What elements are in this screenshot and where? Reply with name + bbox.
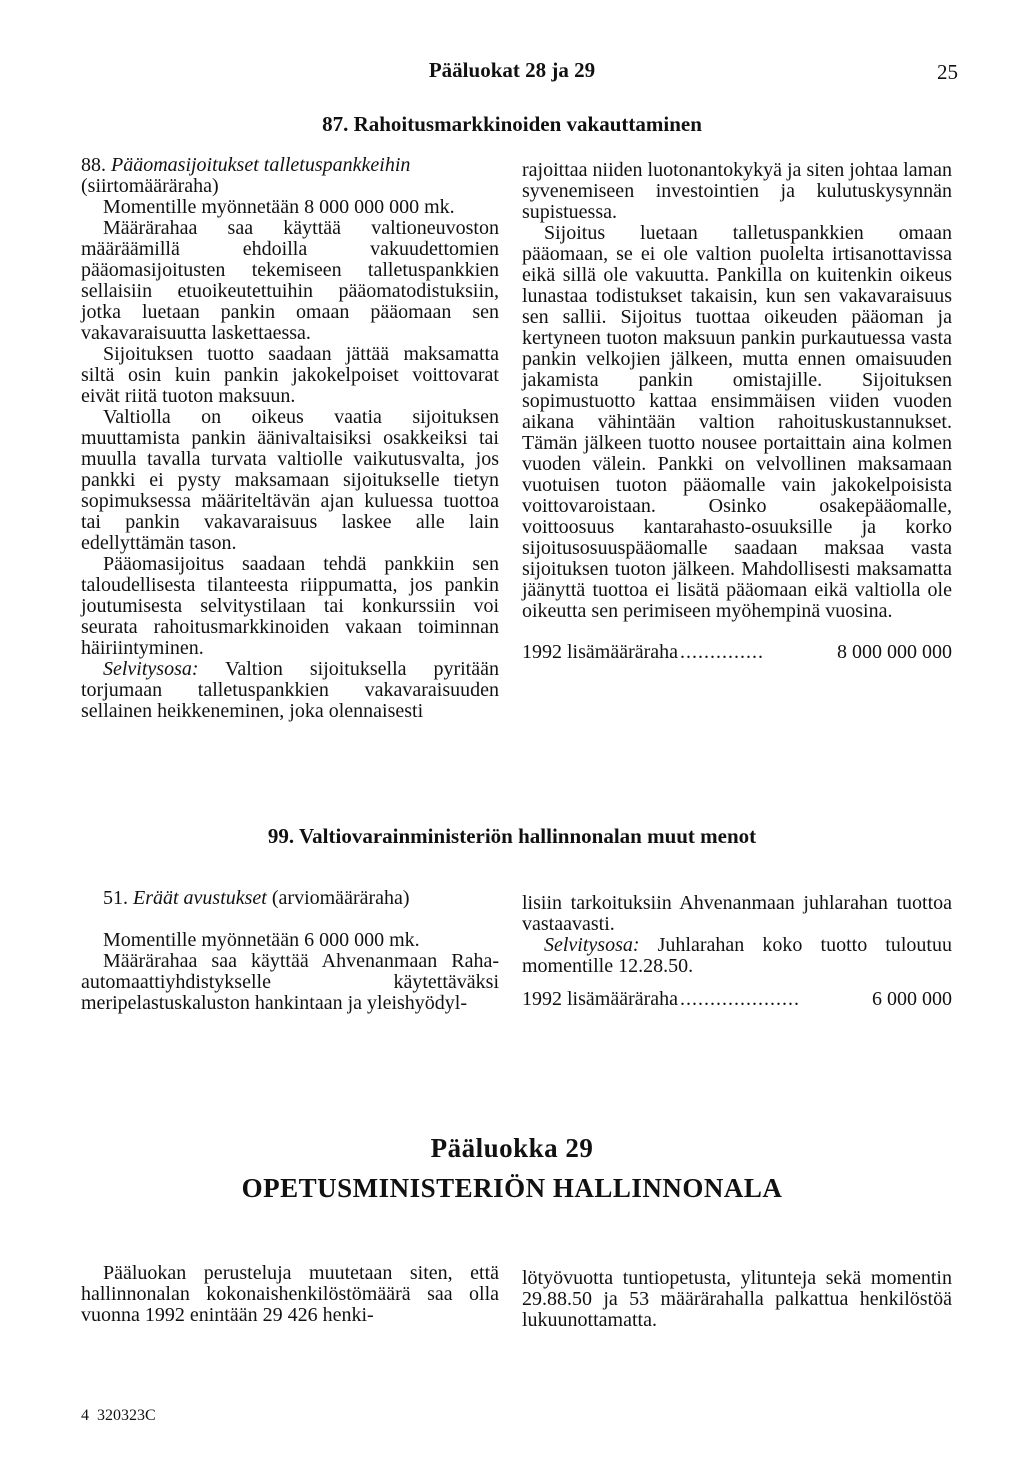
item-88-paragraph-5: Pääomasijoitus saadaan tehdä pankkiin sen taloudellisesta tilanteesta riippumatta, jos pankin joutumisesta selvitystilaan tai konkurssiin voi seurata rahoitusmarkkinoiden vakaan toiminnan häiriintyminen.	[81, 553, 499, 659]
item-88-paragraph-1: Momentille myönnetään 8 000 000 000 mk.	[103, 196, 455, 218]
section-87-title: 87. Rahoitusmarkkinoiden vakauttaminen	[322, 112, 702, 136]
item-88-paragraph-6-text: Valtion sijoituksella pyritään torjumaan talletuspankkien vakavaraisuuden sellainen heikkeneminen, joka olennaisesti	[81, 658, 499, 722]
item-51-amount-label: 1992 lisämääräraha	[522, 988, 679, 1010]
item-88-heading	[81, 155, 499, 197]
item-88-paragraph-7: Sijoitus luetaan talletuspankkien omaan pääomaan, se ei ole valtion puolelta irtisanottavissa eikä sillä ole vakuutta. Pankilla on kuitenkin oikeus lunastaa todistukset takaisin, kun sen vakavaraisuus sen sallii. Sijoitus tuottaa oikeuden pääoman ja kertyneen tuoton maksuun pankin purkautuessa vasta pankin velkojien jälkeen, mutta ennen omaisuuden jakamista pankin omistajille. Sijoituksen sopimustuotto kattaa ensimmäisen viiden vuoden aikana vähintään valtion rahoituskustannukset. Tämän jälkeen tuotto nousee portaittain aina kolmen vuoden välein. Pankki on velvollinen maksamaan vuotuisen tuoton pääomalle vain jakokelpoisista voittovaroistaan. Osinko osakepääomalle, voittoosuus kantarahasto-osuuksille ja korko sijoitusosuuspääomalle saadaan maksaa vasta sijoituksen tuoton jälkeen. Mahdollisesti maksamatta jäänyttä tuottoa ei lisätä pääomaan eikä valtiolla ole oikeutta sen perimiseen myöhempinä vuosina.	[522, 222, 952, 622]
item-51-paragraph-2-cont: lisiin tarkoituksiin Ahvenanmaan juhlarahan tuottoa vastaavasti.	[522, 892, 952, 935]
main-class-number: Pääluokka 29	[430, 1133, 594, 1163]
item-51-paragraph-1: Momentille myönnetään 6 000 000 mk.	[103, 929, 420, 951]
item-51-title: Eräät avustukset	[133, 887, 267, 909]
main-class-right-paragraph: lötyövuotta tuntiopetusta, ylitunteja sekä momentin 29.88.50 ja 53 määrärahalla palkattua henkilöstöä lukuunottamatta.	[522, 1267, 952, 1331]
item-88-paragraph-3: Sijoituksen tuotto saadaan jättää maksamatta siltä osin kuin pankin jakokelpoiset voittovarat eivät riitä tuoton maksuun.	[81, 343, 499, 407]
selvitysosa-label: Selvitysosa:	[103, 658, 199, 680]
item-51-heading	[81, 888, 499, 909]
item-88-paragraph-6	[81, 659, 499, 722]
item-51-amount-line	[522, 989, 952, 1010]
page-header-title: Pääluokat 28 ja 29	[428, 58, 596, 82]
item-51-paragraph-3-text: Juhlarahan koko tuotto tuloutuu momentille 12.28.50.	[522, 934, 952, 977]
item-88-title: Pääomasijoitukset talletuspankkeihin	[111, 154, 411, 176]
item-88-number: 88.	[81, 154, 106, 176]
item-51-paragraph-3	[522, 935, 952, 977]
selvitysosa-label: Selvitysosa:	[544, 934, 640, 956]
section-87-right-column	[522, 160, 952, 663]
section-99-title: 99. Valtiovarainministeriön hallinnonalan muut menot	[267, 824, 757, 848]
item-88-paragraph-4: Valtiolla on oikeus vaatia sijoituksen muuttamista pankin äänivaltaisiksi osakkeiksi tai muulla tavalla turvata valtiolle vaikutusvalta, jos pankki ei pysty maksamaan sijoitukselle tietyn sopimuksessa määriteltävän ajan kuluessa tuottoa tai pankin vakavaraisuus laskee alle lain edellyttämän tason.	[81, 406, 499, 554]
item-51-paragraph-2: Määrärahaa saa käyttää Ahvenanmaan Raha-automaattiyhdistykselle käytettäväksi meripelastuskaluston hankintaan ja yleishyödyl-	[81, 950, 499, 1014]
print-code: 4 320323C	[81, 1407, 156, 1424]
item-51-number: 51.	[103, 887, 128, 909]
item-88-amount-label: 1992 lisämääräraha	[522, 641, 679, 663]
item-51-amount-dots: ....................	[680, 989, 801, 1010]
item-88-amount-value: 8 000 000 000	[837, 641, 952, 663]
item-88-type: (siirtomääräraha)	[81, 175, 219, 197]
item-88-amount-dots: ..............	[680, 642, 765, 663]
item-88-paragraph-2: Määrärahaa saa käyttää valtioneuvoston määräämillä ehdoilla vakuudettomien pääomasijoitusten tekemiseen talletuspankkien sellaisiin etuoikeutettuihin pääomatodistuksiin, jotka luetaan pankin omaan pääomaan sen vakavaraisuutta laskettaessa.	[81, 217, 499, 344]
item-51-amount-value: 6 000 000	[872, 988, 952, 1010]
section-87-left-column	[81, 155, 499, 722]
item-88-paragraph-6-cont: rajoittaa niiden luotonantokykyä ja siten johtaa laman syvenemiseen investointien ja kulutuskysynnän supistuessa.	[522, 159, 952, 223]
section-99-left-column	[81, 888, 499, 1014]
item-51-type: (arviomääräraha)	[271, 887, 410, 909]
item-88-amount-line	[522, 642, 952, 663]
main-class-title: OPETUSMINISTERIÖN HALLINNONALA	[241, 1173, 783, 1203]
section-99-right-column	[522, 893, 952, 1010]
page-number: 25	[937, 60, 958, 84]
main-class-left-paragraph: Pääluokan perusteluja muutetaan siten, että hallinnonalan kokonaishenkilöstömäärä saa olla vuonna 1992 enintään 29 426 henki-	[81, 1262, 499, 1326]
